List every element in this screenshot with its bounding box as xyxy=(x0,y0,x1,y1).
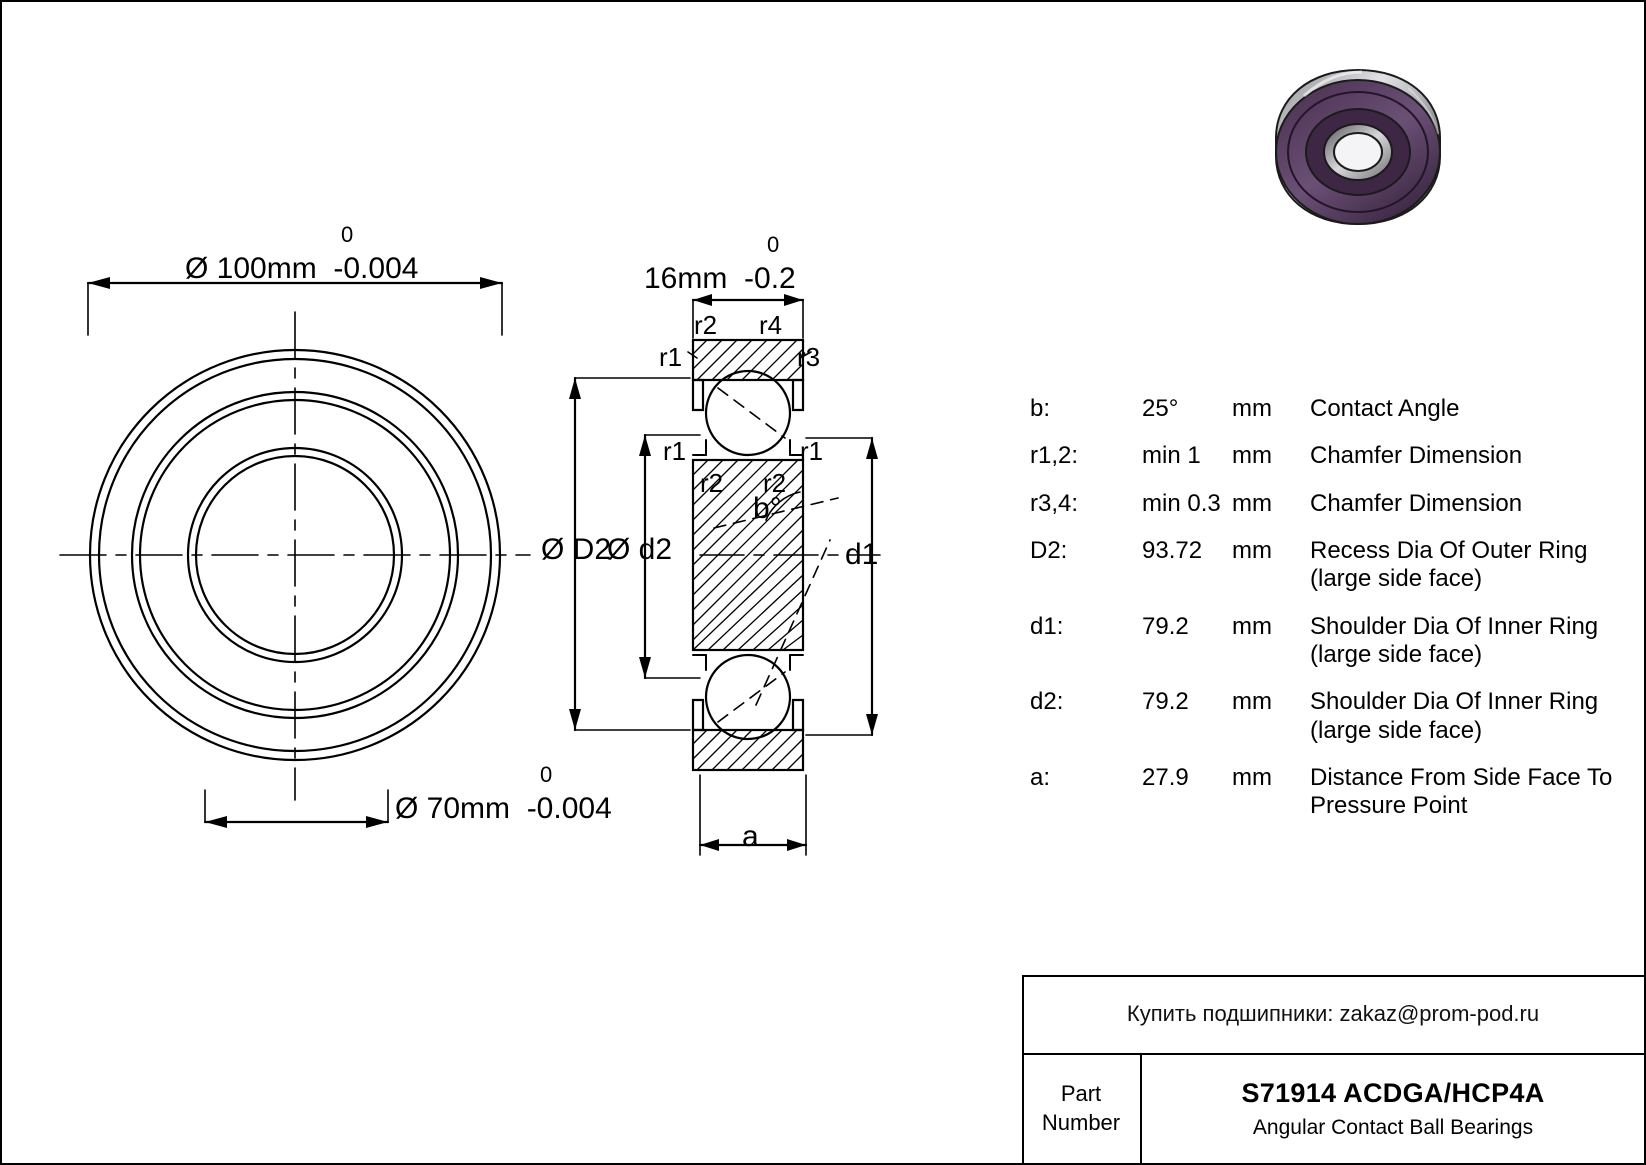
spec-value: 79.2 xyxy=(1142,612,1189,640)
spec-description xyxy=(1310,442,1612,489)
spec-value: 25° xyxy=(1142,395,1179,422)
label-r1-right-mid: r1 xyxy=(800,436,824,466)
od-tolerance-top: 0 xyxy=(341,222,354,247)
dim-d1 xyxy=(806,438,878,735)
label-r2-left-mid: r2 xyxy=(700,468,724,498)
spec-description-line2: (large side face) xyxy=(1310,565,1483,593)
label-r3-right: r3 xyxy=(797,342,821,372)
spec-description-line1: Shoulder Dia Of Inner Ring xyxy=(1310,688,1599,716)
part-number-value: S71914 ACDGA/HCP4A xyxy=(1241,1078,1545,1108)
spec-symbol: d2: xyxy=(1030,688,1064,716)
title-block-row xyxy=(1022,1053,1644,1163)
table-row xyxy=(1030,395,1612,442)
spec-description-line2: (large side face) xyxy=(1310,640,1483,668)
part-number-label xyxy=(1022,1055,1142,1163)
spec-description-line2: (large side face) xyxy=(1310,716,1483,744)
spec-value: 27.9 xyxy=(1142,763,1189,791)
label-a: a xyxy=(742,820,759,853)
spec-value: min 1 xyxy=(1142,442,1201,470)
front-view-centerlines xyxy=(60,312,530,800)
spec-unit: mm xyxy=(1232,688,1272,716)
label-r2-center: r2 xyxy=(763,468,787,498)
table-row xyxy=(1030,442,1612,489)
part-label-line1: Part xyxy=(1060,1081,1102,1107)
part-label-line2: Number xyxy=(1041,1110,1121,1135)
spec-description xyxy=(1310,688,1612,764)
label-contact-angle: b° xyxy=(753,492,782,525)
spec-symbol: a: xyxy=(1030,763,1051,791)
spec-description xyxy=(1310,613,1612,689)
spec-unit: mm xyxy=(1232,489,1272,517)
spec-description-line1: Shoulder Dia Of Inner Ring xyxy=(1310,612,1599,640)
label-r1-left-top: r1 xyxy=(659,342,683,372)
section-outer-ring-bottom xyxy=(693,700,803,770)
table-row xyxy=(1030,537,1612,613)
bearing-3d-pictorial xyxy=(1258,52,1458,252)
id-tolerance-top: 0 xyxy=(540,762,553,787)
spec-value: min 0.3 xyxy=(1142,489,1221,517)
label-d1: d1 xyxy=(845,538,879,571)
spec-description-line1: Recess Dia Of Outer Ring xyxy=(1310,536,1588,564)
specification-table xyxy=(1030,395,1630,839)
contact-line: Купить подшипники: zakaz@prom-pod.ru xyxy=(1126,1001,1540,1026)
table-row xyxy=(1030,688,1612,764)
spec-description-line2: Pressure Point xyxy=(1310,792,1468,820)
spec-description-line1: Distance From Side Face To xyxy=(1310,763,1613,791)
table-row xyxy=(1030,613,1612,689)
spec-description xyxy=(1310,537,1612,613)
spec-description-line1: Chamfer Dimension xyxy=(1310,442,1523,470)
od-dimension-text: Ø 100mm -0.004 xyxy=(185,252,419,285)
label-r2-top-left: r2 xyxy=(694,310,718,340)
table-row xyxy=(1030,490,1612,537)
label-D2: Ø D2 xyxy=(541,533,612,566)
spec-symbol: D2: xyxy=(1030,536,1068,564)
label-r1-left-mid: r1 xyxy=(663,436,687,466)
label-d2: Ø d2 xyxy=(607,533,673,566)
spec-symbol: b: xyxy=(1030,395,1051,422)
spec-symbol: r1,2: xyxy=(1030,442,1079,470)
spec-description xyxy=(1310,395,1612,442)
spec-unit: mm xyxy=(1232,536,1272,564)
product-family: Angular Contact Ball Bearings xyxy=(1252,1116,1534,1139)
spec-description xyxy=(1310,490,1612,537)
id-dimension-text: Ø 70mm -0.004 xyxy=(395,792,612,825)
spec-value: 79.2 xyxy=(1142,688,1189,716)
spec-value: 93.72 xyxy=(1142,536,1203,564)
spec-symbol: r3,4: xyxy=(1030,489,1079,517)
width-dimension-text: 16mm -0.2 xyxy=(644,262,796,295)
width-tolerance-top: 0 xyxy=(767,232,780,257)
spec-description-line1: Chamfer Dimension xyxy=(1310,489,1523,517)
spec-symbol: d1: xyxy=(1030,612,1064,640)
part-number-value-cell xyxy=(1142,1055,1644,1163)
spec-unit: mm xyxy=(1232,395,1272,422)
dim-inner-diameter xyxy=(205,790,388,828)
table-row xyxy=(1030,764,1612,840)
spec-unit: mm xyxy=(1232,612,1272,640)
spec-unit: mm xyxy=(1232,763,1272,791)
label-r4-top-right: r4 xyxy=(759,310,783,340)
spec-unit: mm xyxy=(1232,442,1272,470)
spec-description xyxy=(1310,764,1612,840)
spec-description-line1: Contact Angle xyxy=(1310,395,1460,422)
